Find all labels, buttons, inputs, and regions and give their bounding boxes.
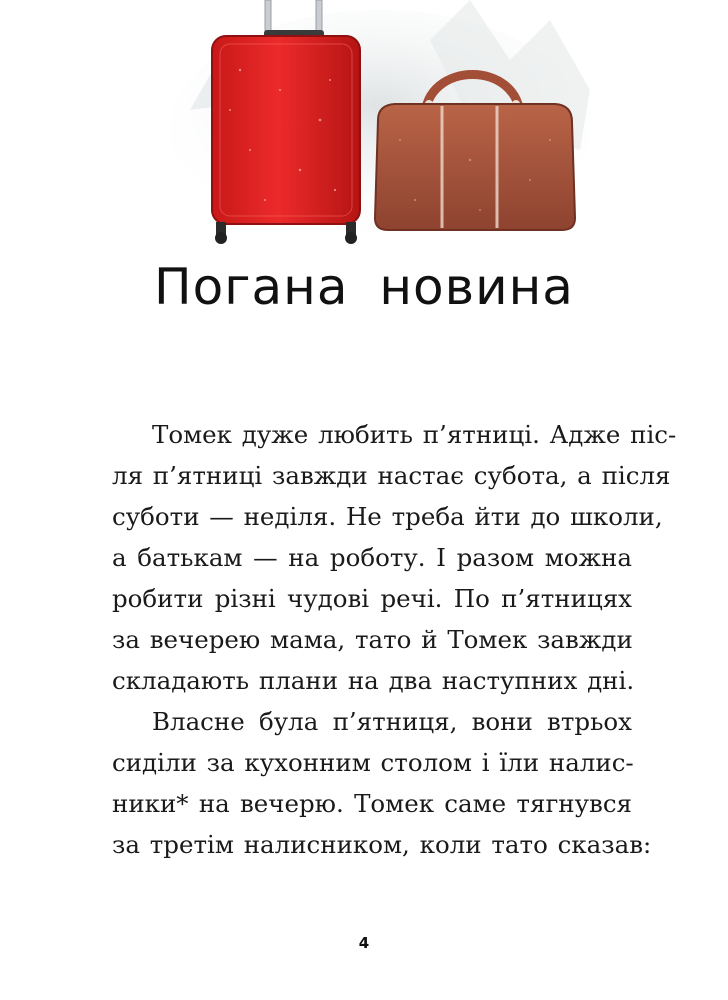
- text-line: робити різні чудові речі. По п’ятницях: [112, 584, 632, 613]
- chapter-title: Погана новина: [154, 258, 574, 316]
- text-line: ля п’ятниці завжди настає субота, а після: [112, 461, 671, 490]
- page-number: 4: [358, 934, 370, 952]
- chapter-illustration: [170, 0, 600, 260]
- text-line: Томек дуже любить п’ятниці. Адже піс-: [152, 420, 677, 449]
- suitcase-and-bag-illustration: [170, 0, 600, 260]
- body-text: [112, 414, 677, 865]
- text-line: Власне була п’ятниця, вони втрьох: [152, 707, 632, 736]
- text-line: а батькам — на роботу. І разом можна: [112, 543, 632, 572]
- text-line: ники* на вечерю. Томек саме тягнувся: [112, 789, 632, 818]
- text-line: за третім налисником, коли тато сказав:: [112, 830, 652, 859]
- suitcase: [212, 0, 360, 244]
- text-line: за вечерею мама, тато й Томек завжди: [112, 625, 633, 654]
- text-line: суботи — неділя. Не треба йти до школи,: [112, 502, 663, 531]
- text-line: складають плани на два наступних дні.: [112, 666, 635, 695]
- text-line: сиділи за кухонним столом і їли налис-: [112, 748, 634, 777]
